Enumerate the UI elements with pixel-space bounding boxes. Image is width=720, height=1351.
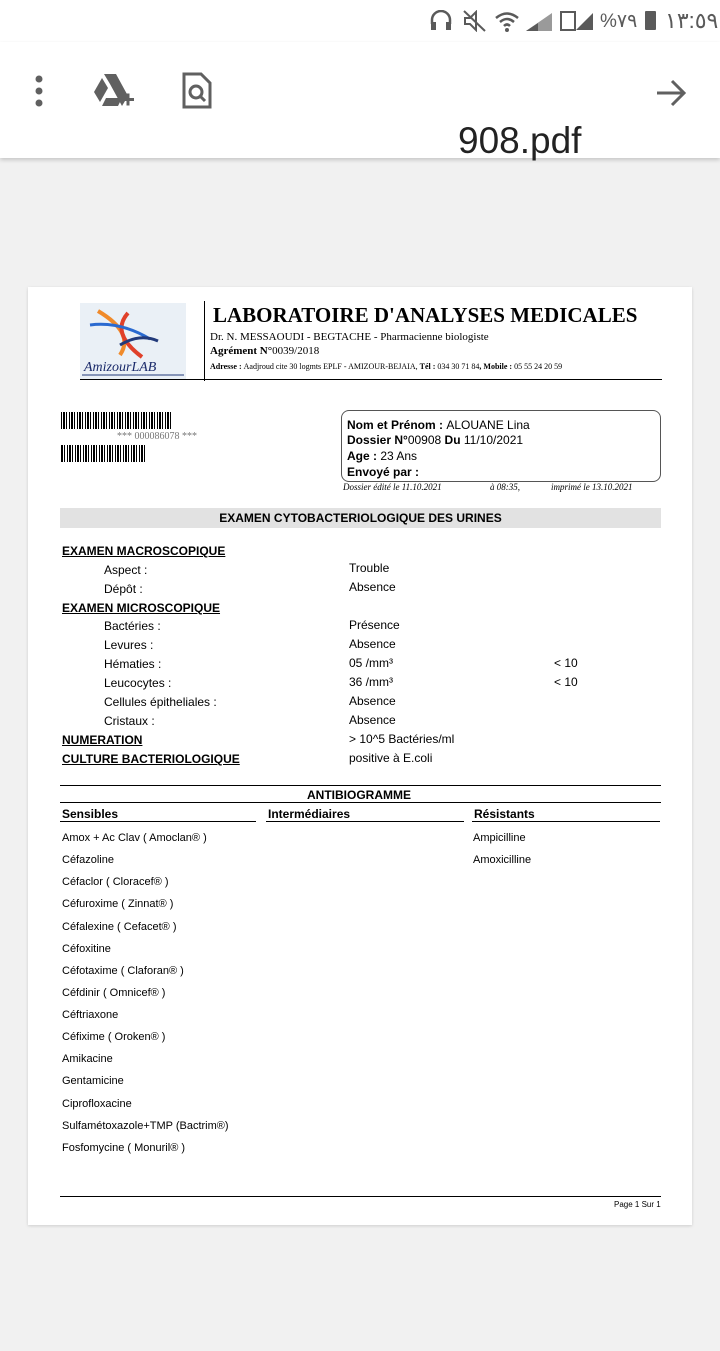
sensible-item: Céfixime ( Oroken® ) <box>62 1031 166 1043</box>
more-options-icon[interactable] <box>30 74 48 108</box>
sensible-item: Céfotaxime ( Claforan® ) <box>62 965 184 977</box>
sensible-item: Céfaclor ( Cloracef® ) <box>62 876 169 888</box>
barcode-top <box>61 412 173 429</box>
micro-label: Cristaux : <box>104 714 155 728</box>
doctor-line: Dr. N. MESSAOUDI - BEGTACHE - Pharmacienne biologiste <box>210 331 489 343</box>
numeration-label: NUMERATION <box>62 733 143 747</box>
micro-reference: < 10 <box>554 675 578 689</box>
edited-time: à 08:35, <box>490 482 520 492</box>
patient-age: Age : 23 Ans <box>347 449 418 463</box>
micro-value: Présence <box>349 618 400 632</box>
sensible-item: Sulfamétoxazole+TMP (Bactrim®) <box>62 1120 229 1132</box>
sensible-item: Céfalexine ( Cefacet® ) <box>62 921 177 933</box>
file-name: 908.pdf <box>458 120 582 161</box>
barcode-bottom <box>61 445 145 462</box>
drive-add-icon[interactable] <box>92 72 136 110</box>
numeration-value: > 10^5 Bactéries/ml <box>349 732 455 746</box>
col-rule <box>472 821 660 822</box>
search-document-icon[interactable] <box>181 72 213 110</box>
micro-label: Cellules épitheliales : <box>104 695 217 709</box>
col-resistants: Résistants <box>474 807 535 821</box>
culture-value: positive à E.coli <box>349 751 433 765</box>
micro-value: 05 /mm³ <box>349 656 394 670</box>
sent-by: Envoyé par : <box>347 465 420 479</box>
micro-title: EXAMEN MICROSCOPIQUE <box>62 601 221 615</box>
sensible-item: Fosfomycine ( Monuril® ) <box>62 1142 186 1154</box>
macro-label: Dépôt : <box>104 582 143 596</box>
sensible-item: Céfoxitine <box>62 943 111 955</box>
sensible-item: Céftriaxone <box>62 1009 119 1021</box>
section-title: EXAMEN CYTOBACTERIOLOGIQUE DES URINES <box>60 508 661 528</box>
sensible-item: Ciprofloxacine <box>62 1098 132 1110</box>
patient-info-box <box>341 410 661 482</box>
antibiogram-top-rule <box>60 785 661 786</box>
col-sensibles: Sensibles <box>62 807 119 821</box>
micro-value: Absence <box>349 637 396 651</box>
antibiogram-title: ANTIBIOGRAMME <box>307 788 411 802</box>
battery-icon <box>645 11 656 30</box>
header-divider <box>204 301 205 381</box>
resistant-item: Amoxicilline <box>473 854 532 866</box>
patient-name: Nom et Prénom : ALOUANE Lina <box>347 418 530 432</box>
address-line: Adresse : Aadjroud cite 30 logmts EPLF - AMIZOUR-BEJAIA, Tél : 034 30 71 84, Mobile : 05 55 24 20 59 <box>210 362 563 371</box>
status-time: ١٣:٥٩ <box>665 8 719 33</box>
macro-label: Aspect : <box>104 563 148 577</box>
micro-label: Hématies : <box>104 657 162 671</box>
sensible-item: Céfdinir ( Omnicef® ) <box>62 987 166 999</box>
sensible-item: Céfuroxime ( Zinnat® ) <box>62 898 174 910</box>
printed-date: imprimé le 13.10.2021 <box>551 482 633 492</box>
macro-value: Absence <box>349 580 396 594</box>
pdf-page <box>28 287 692 1225</box>
micro-label: Bactéries : <box>104 619 161 633</box>
micro-value: Absence <box>349 694 396 708</box>
battery-percent: %٧٩ <box>600 11 638 32</box>
sensible-item: Céfazoline <box>62 854 114 866</box>
arrow-forward-icon[interactable] <box>654 78 688 108</box>
signal-icon <box>524 12 554 32</box>
footer-rule <box>60 1196 661 1197</box>
lab-logo <box>80 303 186 379</box>
micro-reference: < 10 <box>554 656 578 670</box>
mute-icon <box>463 10 487 32</box>
micro-label: Leucocytes : <box>104 676 172 690</box>
micro-value: 36 /mm³ <box>349 675 394 689</box>
sensible-item: Amikacine <box>62 1053 113 1065</box>
agrement-line: Agrément N°0039/2018 <box>210 345 320 357</box>
status-bar <box>0 0 720 42</box>
macro-value: Trouble <box>349 561 390 575</box>
col-rule <box>60 821 256 822</box>
resistant-item: Ampicilline <box>473 832 526 844</box>
wifi-icon <box>494 10 520 32</box>
col-intermediaires: Intermédiaires <box>268 807 351 821</box>
sensible-item: Gentamicine <box>62 1075 124 1087</box>
sensible-item: Amox + Ac Clav ( Amoclan® ) <box>62 832 207 844</box>
macro-title: EXAMEN MACROSCOPIQUE <box>62 544 226 558</box>
pdf-toolbar <box>0 42 720 161</box>
lab-title: LABORATOIRE D'ANALYSES MEDICALES <box>213 303 638 327</box>
page-number: Page 1 Sur 1 <box>614 1200 661 1209</box>
edited-date: Dossier édité le 11.10.2021 <box>343 482 442 492</box>
culture-label: CULTURE BACTERIOLOGIQUE <box>62 752 240 766</box>
header-underline <box>80 379 662 380</box>
micro-value: Absence <box>349 713 396 727</box>
headset-icon <box>429 10 453 32</box>
barcode-text: *** 000086078 *** <box>117 431 197 442</box>
col-rule <box>266 821 464 822</box>
sim-signal-icon <box>560 11 594 31</box>
micro-label: Levures : <box>104 638 154 652</box>
antibiogram-title-rule <box>60 802 661 803</box>
dossier-number: Dossier N°00908 Du 11/10/2021 <box>347 433 524 447</box>
logo-text: AmizourLAB <box>84 360 157 375</box>
